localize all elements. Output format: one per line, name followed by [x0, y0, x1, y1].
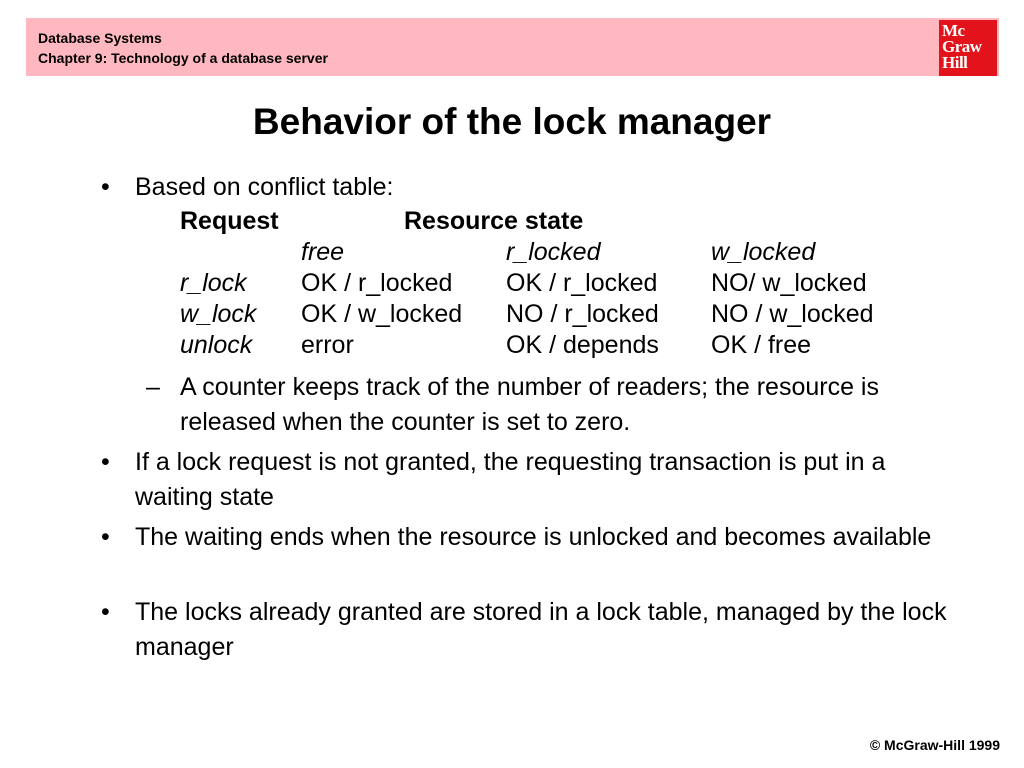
row-request: unlock [180, 331, 253, 359]
mcgraw-hill-logo [939, 20, 997, 76]
bullet-icon: • [101, 173, 110, 201]
bullet-icon: • [101, 523, 110, 551]
table-cell: NO / r_locked [506, 300, 659, 328]
table-cell: NO / w_locked [711, 300, 874, 328]
column-w-locked: w_locked [711, 238, 816, 266]
bullet-2: If a lock request is not granted, the requesting transaction is put in a waiting state [135, 448, 886, 511]
table-cell: OK / depends [506, 331, 659, 359]
logo-line-1: Mc [942, 21, 965, 40]
table-cell: OK / r_locked [301, 269, 453, 297]
bullet-icon: • [101, 448, 110, 476]
bullet-1: Based on conflict table: [135, 173, 394, 201]
column-r-locked: r_locked [506, 238, 601, 266]
table-cell: OK / r_locked [506, 269, 658, 297]
table-cell: OK / w_locked [301, 300, 463, 328]
course-title: Database Systems [38, 30, 162, 46]
logo-line-2: Graw [942, 37, 982, 56]
sub-bullet: A counter keeps track of the number of readers; the resource is released when the counter is set to zero. [180, 373, 879, 436]
copyright-footer: © McGraw-Hill 1999 [869, 737, 1000, 753]
header-text [38, 28, 328, 68]
request-header: Request [180, 207, 279, 235]
column-free: free [301, 238, 345, 266]
logo-line-3: Hill [942, 53, 968, 72]
dash-icon: – [146, 373, 160, 401]
bullet-4: The locks already granted are stored in a lock table, managed by the lock manager [135, 598, 947, 661]
bullet-3: The waiting ends when the resource is unlocked and becomes available [135, 523, 932, 551]
row-request: w_lock [180, 300, 257, 328]
chapter-title: Chapter 9: Technology of a database server [38, 50, 328, 66]
table-cell: NO/ w_locked [711, 269, 867, 297]
table-cell: OK / free [711, 331, 812, 359]
row-request: r_lock [180, 269, 247, 297]
resource-state-header: Resource state [404, 207, 584, 235]
table-cell: error [301, 331, 354, 359]
bullet-icon: • [101, 598, 110, 626]
slide-title: Behavior of the lock manager [252, 101, 772, 142]
